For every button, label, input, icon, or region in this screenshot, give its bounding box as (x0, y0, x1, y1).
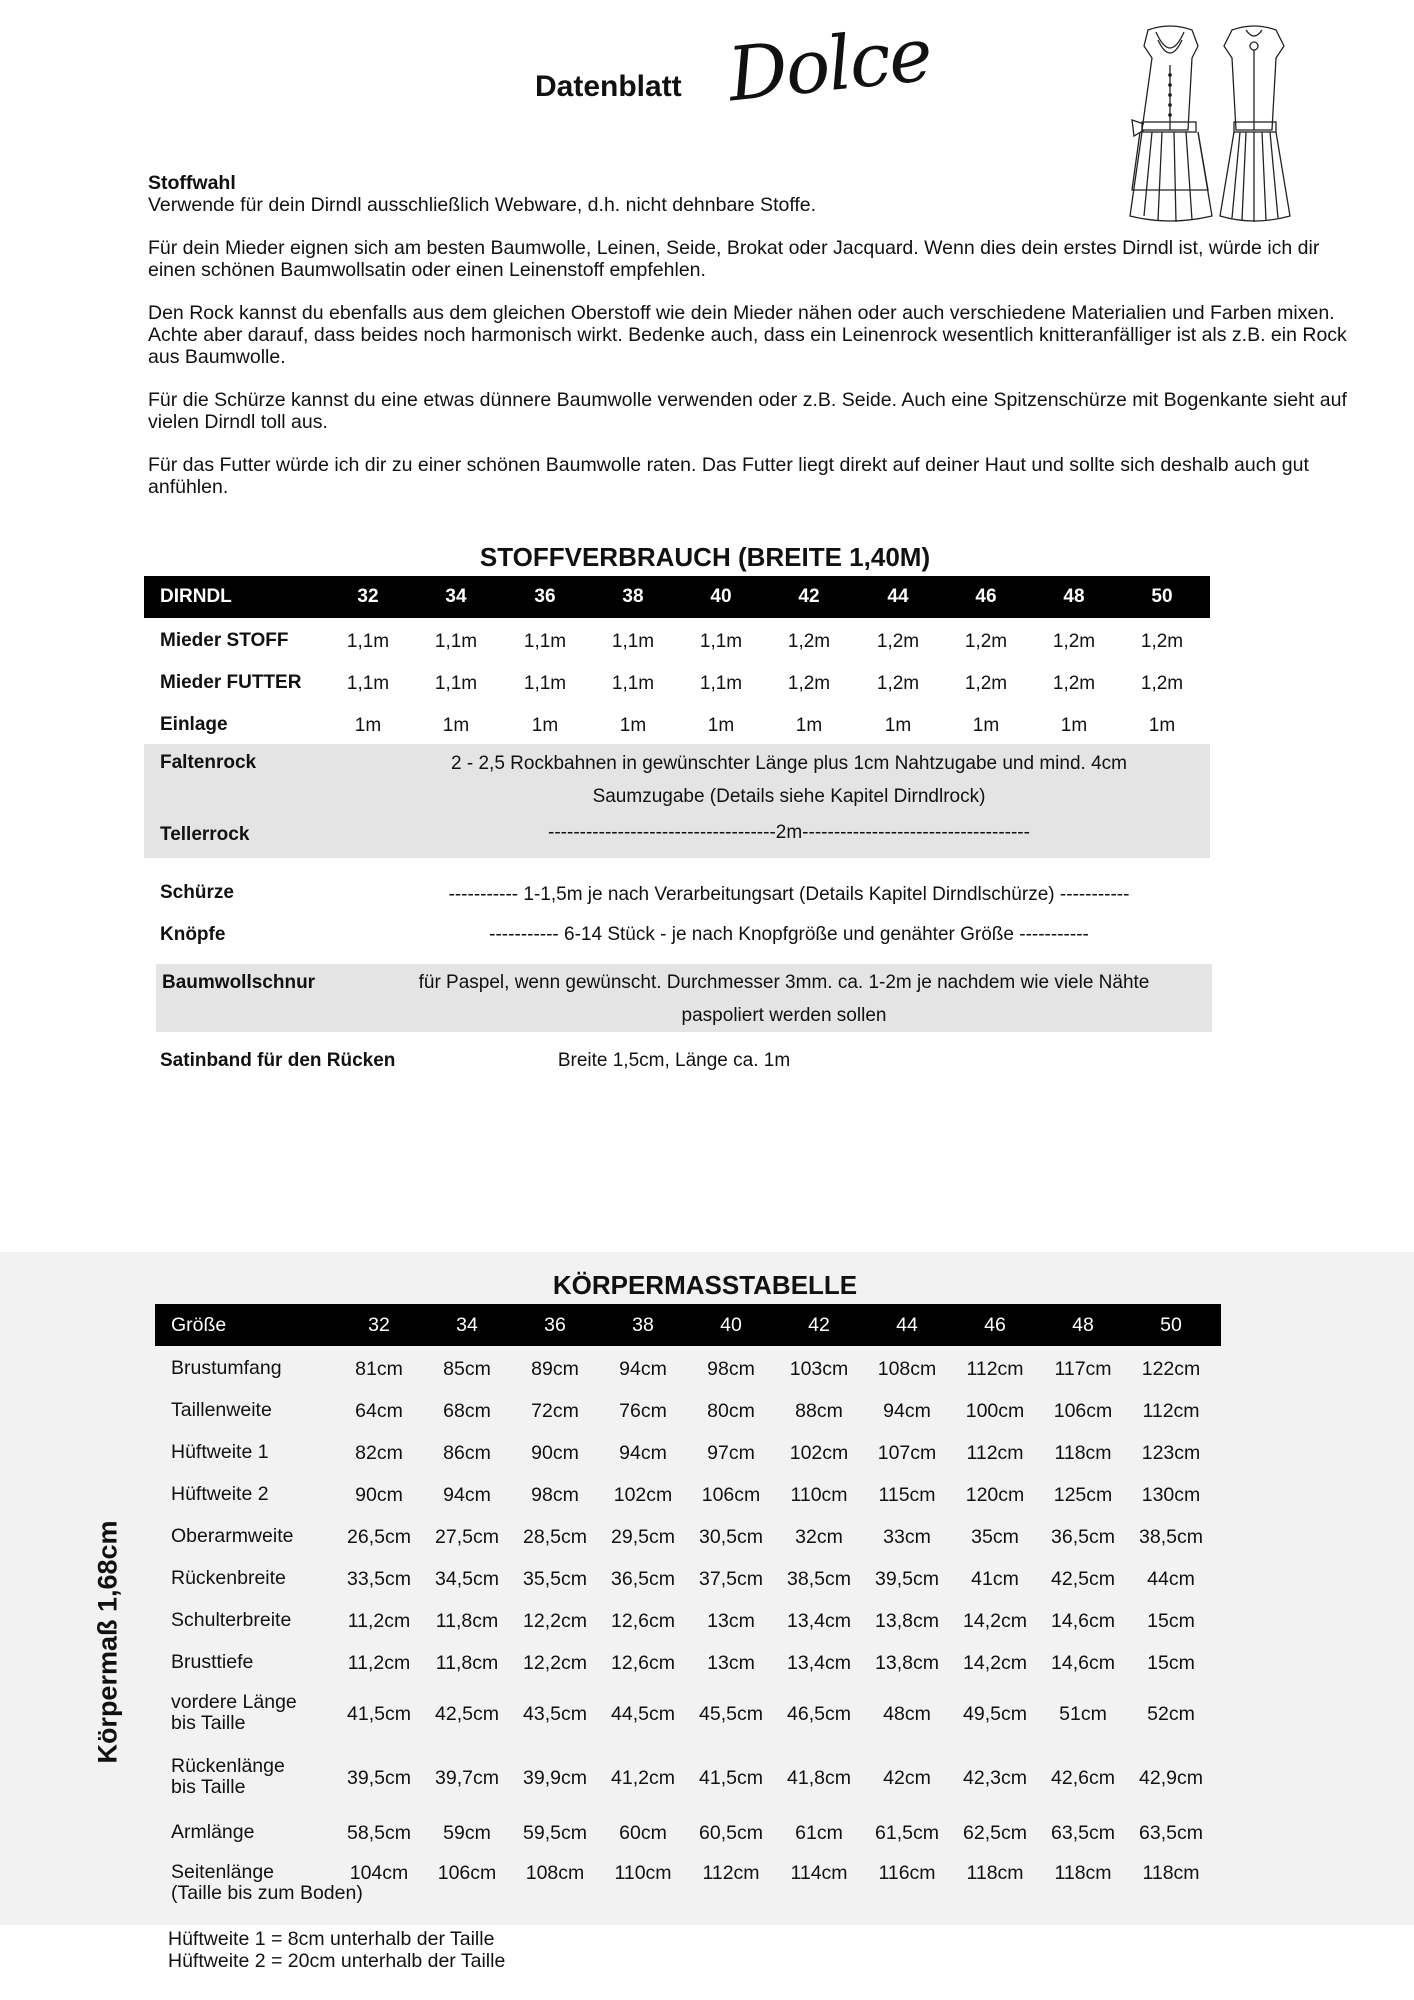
cell: 34,5cm (435, 1568, 499, 1590)
stoff-header-size-42: 42 (798, 586, 820, 607)
cell: 1m (1060, 715, 1088, 736)
cell: 13,4cm (787, 1652, 851, 1674)
koerper-row (155, 1640, 1221, 1682)
satinband-row (144, 1032, 1210, 1072)
cell: 12,2cm (523, 1610, 587, 1632)
cell: 42,3cm (963, 1767, 1027, 1789)
cell: 1,1m (699, 631, 743, 652)
cell: 106cm (701, 1484, 761, 1506)
baumwollschnur-row (156, 964, 1212, 1032)
row-text: Breite 1,5cm, Länge ca. 1m (557, 1050, 791, 1071)
cell: 12,2cm (523, 1652, 587, 1674)
cell: 68cm (443, 1400, 491, 1422)
koerper-header-size-50: 50 (1160, 1314, 1182, 1336)
cell: 82cm (355, 1442, 403, 1464)
cell: 1m (707, 715, 735, 736)
side-label: Körpermaß 1,68cm (92, 1520, 123, 1764)
cell: 42,5cm (435, 1703, 499, 1725)
intro-paragraph: Für das Futter würde ich dir zu einer schönen Baumwolle raten. Das Futter liegt direkt auf deiner Haut und sollte sich deshalb auch gut anfühlen. (148, 454, 1309, 498)
row-label (171, 1610, 291, 1631)
cell: 122cm (1141, 1358, 1201, 1380)
koerper-row (155, 1810, 1221, 1852)
cell: 114cm (790, 1862, 848, 1884)
cell: 116cm (878, 1862, 936, 1884)
cell: 45,5cm (699, 1703, 763, 1725)
cell: 62,5cm (963, 1822, 1027, 1844)
cell: 60,5cm (699, 1822, 763, 1844)
cell: 100cm (965, 1400, 1025, 1422)
stoff-table-header (144, 576, 1210, 618)
cell: 11,2cm (347, 1610, 411, 1632)
cell: 104cm (349, 1862, 409, 1884)
row-label-line: Taillenweite (171, 1399, 272, 1421)
cell: 103cm (789, 1358, 849, 1380)
row-label (171, 1484, 269, 1505)
cell: 48cm (883, 1703, 931, 1725)
cell: 106cm (437, 1862, 497, 1884)
cell: 59cm (443, 1822, 491, 1844)
intro-heading: Stoffwahl (148, 172, 236, 194)
koerper-table (155, 1304, 1221, 1916)
koerper-row (155, 1682, 1221, 1746)
cell: 14,2cm (963, 1652, 1027, 1674)
stoff-header-size-46: 46 (975, 586, 997, 607)
cell: 39,7cm (435, 1767, 499, 1789)
cell: 63,5cm (1139, 1822, 1203, 1844)
cell: 15cm (1147, 1610, 1195, 1632)
row-label-line: Hüftweite 2 (171, 1483, 269, 1505)
cell: 76cm (619, 1400, 667, 1422)
koerper-header-size-46: 46 (984, 1314, 1006, 1336)
stoff-header-size-32: 32 (357, 586, 379, 607)
cell: 39,5cm (347, 1767, 411, 1789)
cell: 1m (442, 715, 470, 736)
koerper-header-size-36: 36 (544, 1314, 566, 1336)
intro-paragraph: Für die Schürze kannst du eine etwas dünnere Baumwolle verwenden oder z.B. Seide. Auch eine Spitzenschürze mit Bogenkante sieht auf vielen Dirndl toll aus. (148, 389, 1347, 433)
cell: 1m (884, 715, 912, 736)
stoff-row (144, 702, 1210, 744)
footnote: Hüftweite 2 = 20cm unterhalb der Taille (168, 1950, 506, 1972)
cell: 120cm (965, 1484, 1025, 1506)
cell: 1,1m (523, 673, 567, 694)
cell: 1m (531, 715, 559, 736)
cell: 94cm (883, 1400, 931, 1422)
cell: 108cm (877, 1358, 937, 1380)
cell: 11,8cm (435, 1610, 499, 1632)
cell: 108cm (525, 1862, 585, 1884)
row-label: Einlage (160, 714, 228, 735)
row-label (171, 1358, 282, 1379)
row-label-line: bis Taille (171, 1776, 246, 1798)
row-label: Mieder STOFF (160, 630, 289, 651)
row-label: Mieder FUTTER (160, 672, 302, 693)
stoff-header-size-40: 40 (710, 586, 732, 607)
cell: 33,5cm (347, 1568, 411, 1590)
koerper-header-size-32: 32 (368, 1314, 390, 1336)
cell: 98cm (707, 1358, 755, 1380)
cell: 35,5cm (523, 1568, 587, 1590)
cell: 112cm (966, 1442, 1024, 1464)
cell: 85cm (443, 1358, 491, 1380)
koerper-row (155, 1472, 1221, 1514)
cell: 1,2m (876, 673, 920, 694)
cell: 112cm (966, 1358, 1024, 1380)
cell: 36,5cm (611, 1568, 675, 1590)
cell: 1,2m (1052, 673, 1096, 694)
cell: 30,5cm (699, 1526, 763, 1548)
cell: 37,5cm (699, 1568, 763, 1590)
cell: 1,2m (1140, 673, 1184, 694)
cell: 32cm (795, 1526, 843, 1548)
cell: 1m (619, 715, 647, 736)
cell: 61cm (795, 1822, 843, 1844)
cell: 42,5cm (1051, 1568, 1115, 1590)
koerper-row (155, 1556, 1221, 1598)
cell: 27,5cm (435, 1526, 499, 1548)
cell: 110cm (614, 1862, 672, 1884)
stoff-row (144, 618, 1210, 660)
stoff-row (144, 660, 1210, 702)
row-label: Baumwollschnur (162, 972, 316, 993)
row-text: 2 - 2,5 Rockbahnen in gewünschter Länge plus 1cm Nahtzugabe und mind. 4cm (451, 753, 1127, 774)
cell: 94cm (619, 1358, 667, 1380)
row-text: paspoliert werden sollen (681, 1005, 887, 1026)
row-label-line: Armlänge (171, 1821, 255, 1843)
cell: 43,5cm (523, 1703, 587, 1725)
schuerze-row (144, 882, 1210, 922)
cell: 90cm (355, 1484, 403, 1506)
cell: 125cm (1053, 1484, 1113, 1506)
row-label-line: Brustumfang (171, 1357, 282, 1379)
cell: 26,5cm (347, 1526, 411, 1548)
cell: 1,2m (964, 673, 1008, 694)
cell: 72cm (531, 1400, 579, 1422)
koerper-row (155, 1346, 1221, 1388)
row-label: Knöpfe (160, 924, 226, 945)
koerper-header-size-40: 40 (720, 1314, 742, 1336)
stoff-header-size-36: 36 (534, 586, 556, 607)
cell: 118cm (1142, 1862, 1200, 1884)
row-label: Satinband für den Rücken (160, 1050, 396, 1071)
dolce-logo: Dolce (724, 11, 935, 119)
koerper-row (155, 1388, 1221, 1430)
intro-paragraph: Den Rock kannst du ebenfalls aus dem gleichen Oberstoff wie dein Mieder nähen oder auch verschiedene Materialien und Farben mixen. Achte aber darauf, dass beides noch harmonisch wirkt. Bedenke auch, dass ein Leinenrock wesentlich knitteranfälliger ist als z.B. ein Rock aus Baumwolle. (148, 302, 1347, 368)
cell: 102cm (613, 1484, 673, 1506)
row-label: Tellerrock (160, 824, 250, 845)
row-label (171, 1822, 254, 1843)
cell: 118cm (1054, 1862, 1112, 1884)
cell: 61,5cm (875, 1822, 939, 1844)
koerper-header-size-42: 42 (808, 1314, 830, 1336)
cell: 60cm (619, 1822, 667, 1844)
koerper-header-size-44: 44 (896, 1314, 918, 1336)
cell: 97cm (707, 1442, 755, 1464)
faltenrock-row (144, 744, 1210, 858)
cell: 36,5cm (1051, 1526, 1115, 1548)
cell: 59,5cm (523, 1822, 587, 1844)
cell: 1m (354, 715, 382, 736)
cell: 12,6cm (611, 1652, 675, 1674)
row-text: ----------- 1-1,5m je nach Verarbeitungsart (Details Kapitel Dirndlschürze) ----------- (448, 884, 1130, 905)
cell: 90cm (531, 1442, 579, 1464)
cell: 1,1m (346, 631, 390, 652)
cell: 39,9cm (523, 1767, 587, 1789)
cell: 33cm (883, 1526, 931, 1548)
stoff-header-size-50: 50 (1151, 586, 1173, 607)
cell: 1m (795, 715, 823, 736)
cell: 1,1m (611, 631, 655, 652)
row-label (171, 1568, 286, 1589)
cell: 42,9cm (1139, 1767, 1203, 1789)
cell: 1,2m (787, 631, 831, 652)
cell: 64cm (355, 1400, 403, 1422)
knoepfe-row (144, 922, 1210, 964)
cell: 11,8cm (435, 1652, 499, 1674)
cell: 41,5cm (699, 1767, 763, 1789)
cell: 46,5cm (787, 1703, 851, 1725)
cell: 1,2m (964, 631, 1008, 652)
cell: 1m (972, 715, 1000, 736)
row-text: Saumzugabe (Details siehe Kapitel Dirndlrock) (592, 786, 986, 807)
cell: 106cm (1053, 1400, 1113, 1422)
cell: 35cm (971, 1526, 1019, 1548)
koerper-row (155, 1514, 1221, 1556)
row-label-line: Hüftweite 1 (171, 1441, 269, 1463)
stoff-header-size-48: 48 (1063, 586, 1085, 607)
koerper-header-size-48: 48 (1072, 1314, 1094, 1336)
cell: 1,1m (434, 631, 478, 652)
cell: 15cm (1147, 1652, 1195, 1674)
cell: 11,2cm (347, 1652, 411, 1674)
row-label-line: bis Taille (171, 1712, 246, 1734)
koerper-row (155, 1746, 1221, 1810)
cell: 118cm (966, 1862, 1024, 1884)
cell: 42,6cm (1051, 1767, 1115, 1789)
cell: 117cm (1054, 1358, 1112, 1380)
cell: 44cm (1147, 1568, 1195, 1590)
koerper-header-size-38: 38 (632, 1314, 654, 1336)
row-label-line: Schulterbreite (171, 1609, 292, 1631)
cell: 41,2cm (611, 1767, 675, 1789)
cell: 86cm (443, 1442, 491, 1464)
cell: 42cm (883, 1767, 931, 1789)
cell: 13,8cm (875, 1652, 939, 1674)
row-label: Faltenrock (160, 752, 257, 773)
cell: 41,5cm (347, 1703, 411, 1725)
cell: 98cm (531, 1484, 579, 1506)
cell: 13cm (707, 1652, 755, 1674)
cell: 94cm (443, 1484, 491, 1506)
cell: 130cm (1141, 1484, 1201, 1506)
cell: 1,1m (434, 673, 478, 694)
cell: 12,6cm (611, 1610, 675, 1632)
intro-section (148, 172, 1368, 519)
cell: 1,2m (1052, 631, 1096, 652)
row-label (171, 1400, 272, 1421)
koerper-header-label: Größe (171, 1314, 227, 1336)
stoff-header-size-38: 38 (622, 586, 644, 607)
row-label (171, 1442, 269, 1463)
stoff-table (144, 576, 1210, 1072)
cell: 38,5cm (787, 1568, 851, 1590)
koerper-row (155, 1430, 1221, 1472)
cell: 94cm (619, 1442, 667, 1464)
row-label (171, 1756, 285, 1798)
koerper-row (155, 1852, 1221, 1916)
koerper-header-size-34: 34 (456, 1314, 478, 1336)
cell: 14,2cm (963, 1610, 1027, 1632)
cell: 80cm (707, 1400, 755, 1422)
cell: 52cm (1147, 1703, 1195, 1725)
row-label-line: Rückenlänge (171, 1755, 285, 1777)
row-label: Schürze (160, 882, 234, 903)
cell: 1,1m (346, 673, 390, 694)
cell: 1,2m (876, 631, 920, 652)
cell: 112cm (702, 1862, 760, 1884)
stoff-header-label: DIRNDL (160, 586, 232, 607)
cell: 14,6cm (1051, 1652, 1115, 1674)
cell: 41,8cm (787, 1767, 851, 1789)
cell: 102cm (789, 1442, 849, 1464)
stoff-header-size-44: 44 (887, 586, 909, 607)
row-label-line: Brusttiefe (171, 1651, 254, 1673)
cell: 110cm (790, 1484, 848, 1506)
koerper-table-title: KÖRPERMASSTABELLE (552, 1270, 858, 1300)
koerper-row (155, 1598, 1221, 1640)
cell: 14,6cm (1051, 1610, 1115, 1632)
row-label-line: Rückenbreite (171, 1567, 286, 1589)
cell: 58,5cm (347, 1822, 411, 1844)
stoff-table-title: STOFFVERBRAUCH (BREITE 1,40M) (479, 542, 931, 572)
cell: 115cm (878, 1484, 936, 1506)
cell: 81cm (355, 1358, 403, 1380)
cell: 29,5cm (611, 1526, 675, 1548)
intro-paragraph: Für dein Mieder eignen sich am besten Baumwolle, Leinen, Seide, Brokat oder Jacquard. Wenn dies dein erstes Dirndl ist, würde ich dir einen schönen Baumwollsatin oder einen Leinenstoff empfehlen. (148, 237, 1320, 281)
row-label-line: Oberarmweite (171, 1525, 294, 1547)
row-label-line: (Taille bis zum Boden) (171, 1882, 363, 1904)
koerper-table-header (155, 1304, 1221, 1346)
row-label-line: vordere Länge (171, 1691, 297, 1713)
cell: 89cm (531, 1358, 579, 1380)
cell: 1,2m (787, 673, 831, 694)
cell: 1,1m (699, 673, 743, 694)
cell: 1,1m (611, 673, 655, 694)
row-label-line: Seitenlänge (171, 1861, 275, 1883)
cell: 1,2m (1140, 631, 1184, 652)
cell: 13cm (707, 1610, 755, 1632)
cell: 28,5cm (523, 1526, 587, 1548)
footnote: Hüftweite 1 = 8cm unterhalb der Taille (168, 1928, 495, 1950)
cell: 1,1m (523, 631, 567, 652)
cell: 63,5cm (1051, 1822, 1115, 1844)
row-text: für Paspel, wenn gewünscht. Durchmesser 3mm. ca. 1-2m je nachdem wie viele Nähte (418, 972, 1150, 993)
cell: 118cm (1054, 1442, 1112, 1464)
row-label (171, 1652, 253, 1673)
cell: 112cm (1142, 1400, 1200, 1422)
stoff-header-size-34: 34 (445, 586, 467, 607)
cell: 39,5cm (875, 1568, 939, 1590)
cell: 1m (1148, 715, 1176, 736)
cell: 88cm (795, 1400, 843, 1422)
page-title: Datenblatt (535, 70, 682, 103)
intro-paragraph: Verwende für dein Dirndl ausschließlich Webware, d.h. nicht dehnbare Stoffe. (148, 194, 817, 216)
row-text: ------------------------------------2m------------------------------------ (548, 822, 1030, 843)
cell: 51cm (1059, 1703, 1107, 1725)
row-label (171, 1526, 293, 1547)
footnotes (168, 1928, 505, 1972)
cell: 44,5cm (611, 1703, 675, 1725)
row-label (171, 1692, 297, 1734)
cell: 41cm (971, 1568, 1019, 1590)
cell: 13,8cm (875, 1610, 939, 1632)
row-text: ----------- 6-14 Stück - je nach Knopfgröße und genähter Größe ----------- (489, 924, 1089, 945)
cell: 38,5cm (1139, 1526, 1203, 1548)
cell: 49,5cm (963, 1703, 1027, 1725)
cell: 107cm (877, 1442, 937, 1464)
cell: 13,4cm (787, 1610, 851, 1632)
cell: 123cm (1141, 1442, 1201, 1464)
